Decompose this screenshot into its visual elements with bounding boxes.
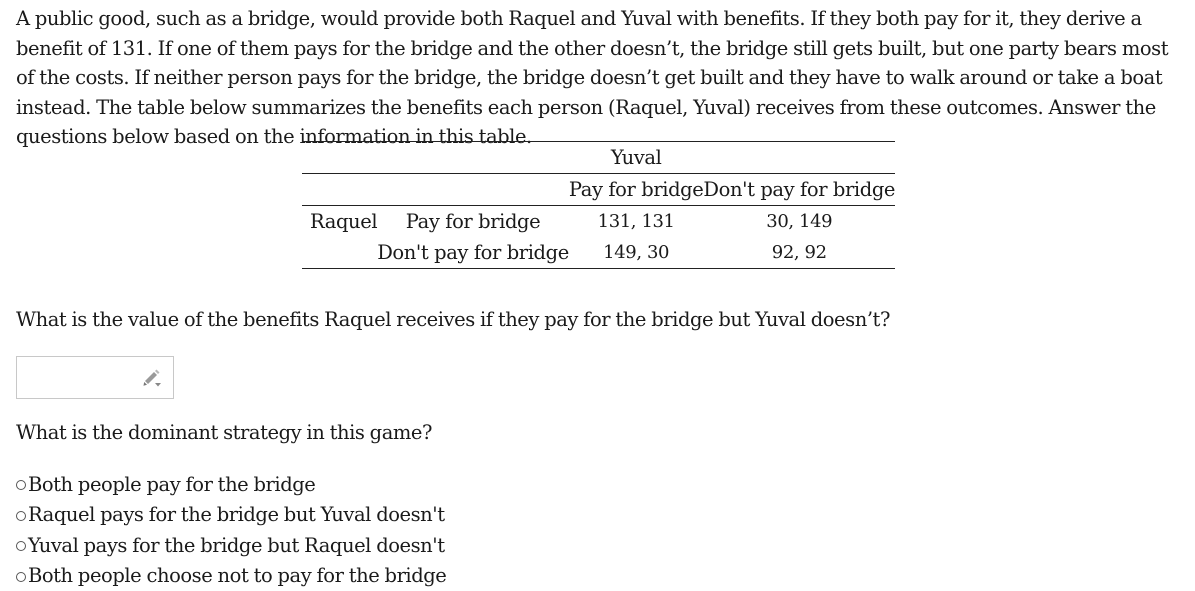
radio-icon[interactable] <box>16 480 26 490</box>
row-player-label: Raquel <box>302 206 377 238</box>
table-row <box>302 206 895 238</box>
option-label: Yuval pays for the bridge but Raquel doesn't <box>28 533 445 557</box>
option-yuval-pays[interactable] <box>16 530 446 561</box>
row-strategy-pay: Pay for bridge <box>377 206 569 238</box>
payoff-cell: 30, 149 <box>703 206 895 238</box>
question-2-text: What is the dominant strategy in this game? <box>16 421 433 444</box>
question-1-text: What is the value of the benefits Raquel receives if they pay for the bridge but Yuval doesn’t? <box>16 308 890 331</box>
intro-paragraph: A public good, such as a bridge, would provide both Raquel and Yuval with benefits. If they both pay for it, they derive a benefit of 131. If one of them pays for the bridge and the other doesn’t, the bridge still gets built, but one party bears most of the costs. If neither person pays for the bridge, the bridge doesn’t get built and they have to walk around or take a boat instead. The table below summarizes the benefits each person (Raquel, Yuval) receives from these outcomes. Answer the questions below based on the information in this table. <box>16 7 1169 148</box>
pencil-icon[interactable] <box>141 367 163 389</box>
table-header-row-player <box>302 142 895 174</box>
answer-input[interactable] <box>17 357 137 398</box>
table-header-row-strategies <box>302 174 895 206</box>
column-strategy-dont-pay: Don't pay for bridge <box>703 174 895 206</box>
payoff-cell: 149, 30 <box>569 237 704 269</box>
radio-icon[interactable] <box>16 572 26 582</box>
radio-icon[interactable] <box>16 541 26 551</box>
table-row <box>302 237 895 269</box>
option-label: Both people pay for the bridge <box>28 472 316 496</box>
option-both-pay[interactable] <box>16 469 446 500</box>
option-raquel-pays[interactable] <box>16 500 446 531</box>
row-strategy-dont-pay: Don't pay for bridge <box>377 237 569 269</box>
answer-field[interactable] <box>16 356 174 399</box>
option-label: Raquel pays for the bridge but Yuval doesn't <box>28 503 445 527</box>
payoff-cell: 131, 131 <box>569 206 704 238</box>
column-player-label: Yuval <box>569 142 704 174</box>
option-neither-pays[interactable] <box>16 561 446 591</box>
column-strategy-pay: Pay for bridge <box>569 174 704 206</box>
payoff-cell: 92, 92 <box>703 237 895 269</box>
payoff-table <box>302 141 895 269</box>
option-label: Both people choose not to pay for the bridge <box>28 564 447 588</box>
dominant-strategy-options <box>16 469 446 591</box>
radio-icon[interactable] <box>16 511 26 521</box>
